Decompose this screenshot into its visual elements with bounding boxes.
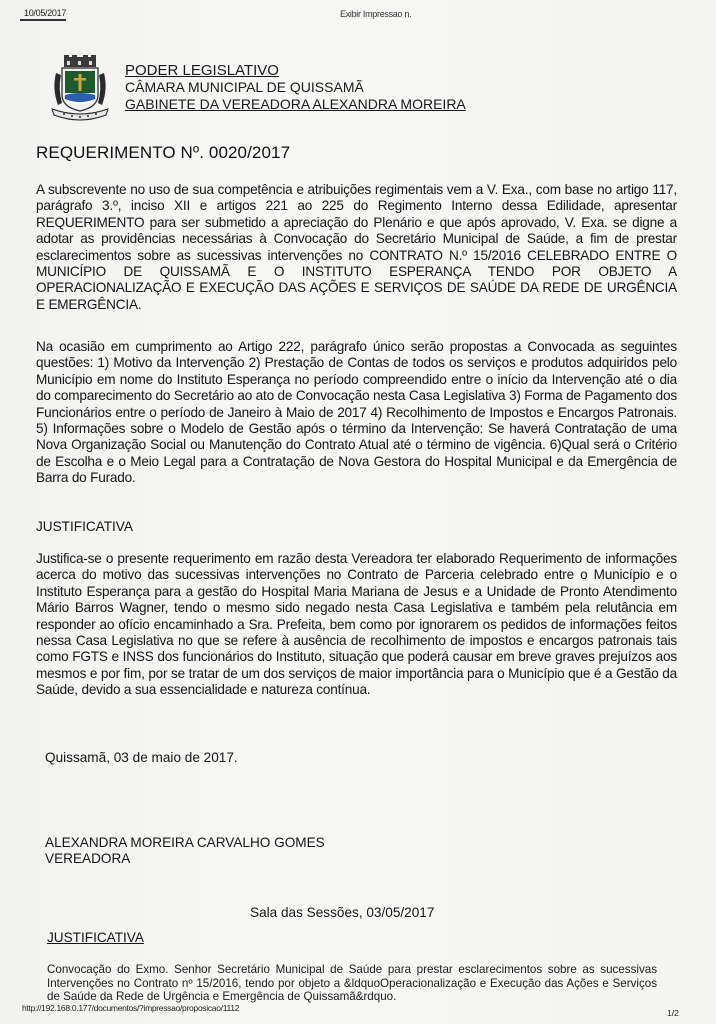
coat-of-arms-icon [50,55,110,123]
letterhead-line-3: GABINETE DA VEREADORA ALEXANDRA MOREIRA [125,96,466,112]
crest-cross [79,74,82,91]
date-place: Quissamã, 03 de maio de 2017. [45,750,238,765]
print-footer-page: 1/2 [667,1008,679,1018]
signer-name: ALEXANDRA MOREIRA CARVALHO GOMES [45,835,325,850]
signer-role: VEREADORA [45,851,131,866]
letterhead [125,62,466,113]
crest-branch-left [54,73,62,105]
signature-block [45,835,325,867]
print-date: 10/05/2017 [20,8,66,21]
session-line: Sala das Sessões, 03/05/2017 [250,905,435,920]
letterhead-line-1: PODER LEGISLATIVO [125,62,279,79]
print-title: Exibir Impressao n. [340,9,412,19]
crest-branch-right [98,73,106,105]
justification-heading: JUSTIFICATIVA [36,519,133,534]
print-footer-url: http://192.168.0.177/documentos/?impressao/proposicao/1112 [22,1003,240,1013]
paragraph-questions: Na ocasião em cumprimento ao Artigo 222, parágrafo único serão propostas a Convocada as seguintes questões: 1) Motivo da Intervenção 2) Prestação de Contas de todos os serviços e produtos adquiridos pelo Município em nome do Instituto Esperança no período compreendido entre o início da Intervenção até o dia do comparecimento do Secretário ao ato de Convocação nesta Casa Legislativa 3) Forma de Pagamento dos Funcionários entre o período de Janeiro à Maio de 2017 4) Recolhimento de Impostos e Encargos Patronais. 5) Informações sobre o Modelo de Gestão após o término da Intervenção: Se haverá Contratação de uma Nova Organização Social ou Manutenção do Contrato Atual até o término de vigência. 6)Qual será o Critério de Escolha e o Meio Legal para a Contratação de Nova Gestora do Hospital Municipal e da Emergência de Barra do Furado. [36,339,677,486]
paragraph-request: A subscrevente no uso de sua competência e atribuições regimentais vem a V. Exa., com base no artigo 117, parágrafo 3.º, inciso XII e artigos 221 ao 225 do Regimento Interno dessa Edilidade, apresentar REQUERIMENTO para ser submetido a apreciação do Plenário e que após aprovado, V. Exa. se digne a adotar as providências necessárias à Convocação do Secretário Municipal de Saúde, a fim de prestar esclarecimentos sobre as sucessivas intervenções no CONTRATO N.º 15/2016 CELEBRADO ENTRE O MUNICÍPIO DE QUISSAMÃ E O INSTITUTO ESPERANÇA TENDO POR OBJETO A OPERACIONALIZAÇÃO E EXECUÇÃO DAS AÇÕES E SERVIÇOS DE SAÚDE DA REDE DE URGÊNCIA E EMERGÊNCIA. [36,182,677,312]
document-title: REQUERIMENTO Nº. 0020/2017 [36,143,291,162]
paragraph-justification: Justifica-se o presente requerimento em razão desta Vereadora ter elaborado Requerimento de informações acerca do motivo das sucessivas intervenções no Contrato de Parceria celebrado entre o Município e o Instituto Esperança para a gestão do Hospital Maria Mariana de Jesus e a Unidade de Pronto Atendimento Mário Barros Wagner, tendo o mesmo sido negado nesta Casa Legislativa e também pela relutância em responder ao ofício encaminhado a Sra. Prefeita, bem como por ignorarem os pedidos de informações feitos nessa Casa Legislativa no que se refere à ausência de recolhimento de impostos e encargos patronais tais como FGTS e INSS dos funcionários do Instituto, situação que poderá causar em breve graves prejuízos aos mesmos e por fim, por se tratar de um dos serviços de maior importância para o Município que é a Gestão da Saúde, devido a sua essencialidade e natureza contínua. [36,551,677,698]
letterhead-line-2: CÂMARA MUNICIPAL DE QUISSAMÃ [125,79,364,95]
paragraph-summary: Convocação do Exmo. Senhor Secretário Municipal de Saúde para prestar esclarecimentos sobre as sucessivas Intervenções no Contrato nº 15/2016, tendo por objeto a &ldquoOperacionalização e Execução das Ações e Serviços de Saúde da Rede de Urgência e Emergência de Quissamã&rdquo. [47,963,657,1004]
justification-heading-2: JUSTIFICATIVA [47,930,144,945]
